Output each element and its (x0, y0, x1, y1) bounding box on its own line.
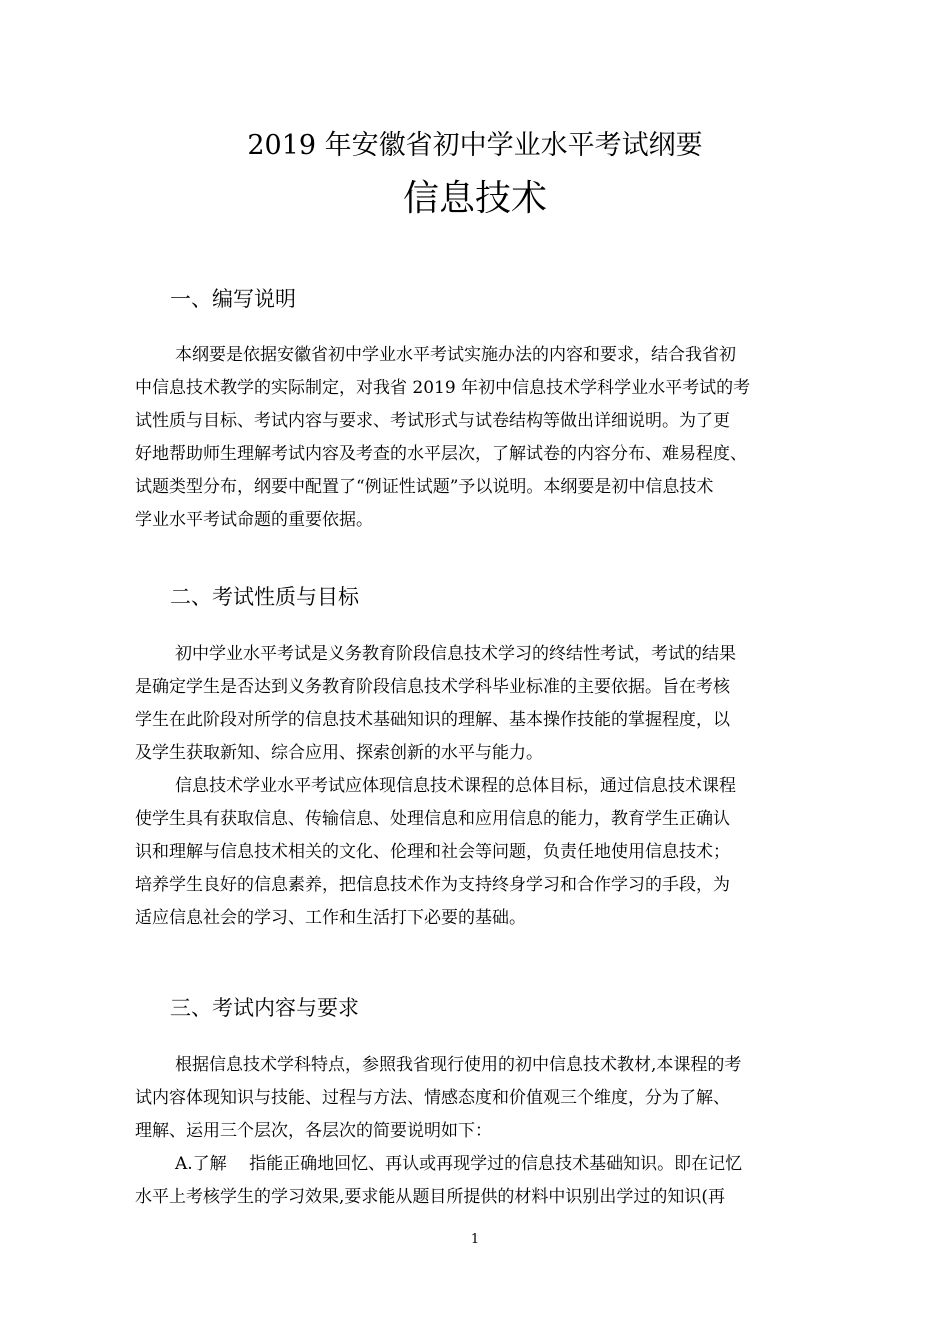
paragraph-line: A.了解 指能正确地回忆、再认或再现学过的信息技术基础知识。即在记忆 (175, 1154, 743, 1174)
paragraph-line: 好地帮助师生理解考试内容及考查的水平层次，了解试卷的内容分布、难易程度、 (135, 444, 747, 464)
section-body-exam-nature (135, 638, 815, 935)
paragraph-line: 适应信息社会的学习、工作和生活打下必要的基础。 (135, 908, 526, 928)
paragraph-line: 培养学生良好的信息素养，把信息技术作为支持终身学习和合作学习的手段，为 (135, 875, 730, 895)
paragraph-line: 识和理解与信息技术相关的文化、伦理和社会等问题，负责任地使用信息技术； (135, 842, 730, 862)
paragraph-line: 根据信息技术学科特点，参照我省现行使用的初中信息技术教材,本课程的考 (175, 1055, 742, 1075)
paragraph-line: 水平上考核学生的学习效果,要求能从题目所提供的材料中识别出学过的知识(再 (135, 1187, 726, 1207)
paragraph-line: 试性质与目标、考试内容与要求、考试形式与试卷结构等做出详细说明。为了更 (135, 411, 730, 431)
document-title: 2019 年安徽省初中学业水平考试纲要 (247, 130, 703, 161)
section-body-exam-content (135, 1049, 815, 1214)
paragraph-line: 是确定学生是否达到义务教育阶段信息技术学科毕业标准的主要依据。旨在考核 (135, 677, 730, 697)
paragraph-line: 信息技术学业水平考试应体现信息技术课程的总体目标，通过信息技术课程 (175, 776, 736, 796)
section-body-writing-notes (135, 339, 815, 537)
page-number: 1 (470, 1232, 480, 1247)
section-heading-writing-notes: 一、编写说明 (170, 287, 296, 311)
paragraph-line: 初中学业水平考试是义务教育阶段信息技术学习的终结性考试，考试的结果 (175, 644, 736, 664)
paragraph-line: 试内容体现知识与技能、过程与方法、情感态度和价值观三个维度，分为了解、 (135, 1088, 730, 1108)
paragraph-line: 学生在此阶段对所学的信息技术基础知识的理解、基本操作技能的掌握程度，以 (135, 710, 730, 730)
paragraph-line: 试题类型分布，纲要中配置了“例证性试题”予以说明。本纲要是初中信息技术 (135, 477, 714, 497)
section-heading-exam-content: 三、考试内容与要求 (170, 996, 359, 1020)
paragraph-line: 中信息技术教学的实际制定，对我省 2019 年初中信息技术学科学业水平考试的考 (135, 378, 751, 398)
paragraph-line: 使学生具有获取信息、传输信息、处理信息和应用信息的能力，教育学生正确认 (135, 809, 730, 829)
section-heading-exam-nature: 二、考试性质与目标 (170, 585, 359, 609)
paragraph-line: 学业水平考试命题的重要依据。 (135, 510, 373, 530)
document-subtitle: 信息技术 (402, 178, 547, 219)
paragraph-line: 及学生获取新知、综合应用、探索创新的水平与能力。 (135, 743, 543, 763)
paragraph-line: 本纲要是依据安徽省初中学业水平考试实施办法的内容和要求，结合我省初 (175, 345, 736, 365)
paragraph-line: 理解、运用三个层次，各层次的简要说明如下： (135, 1121, 492, 1141)
